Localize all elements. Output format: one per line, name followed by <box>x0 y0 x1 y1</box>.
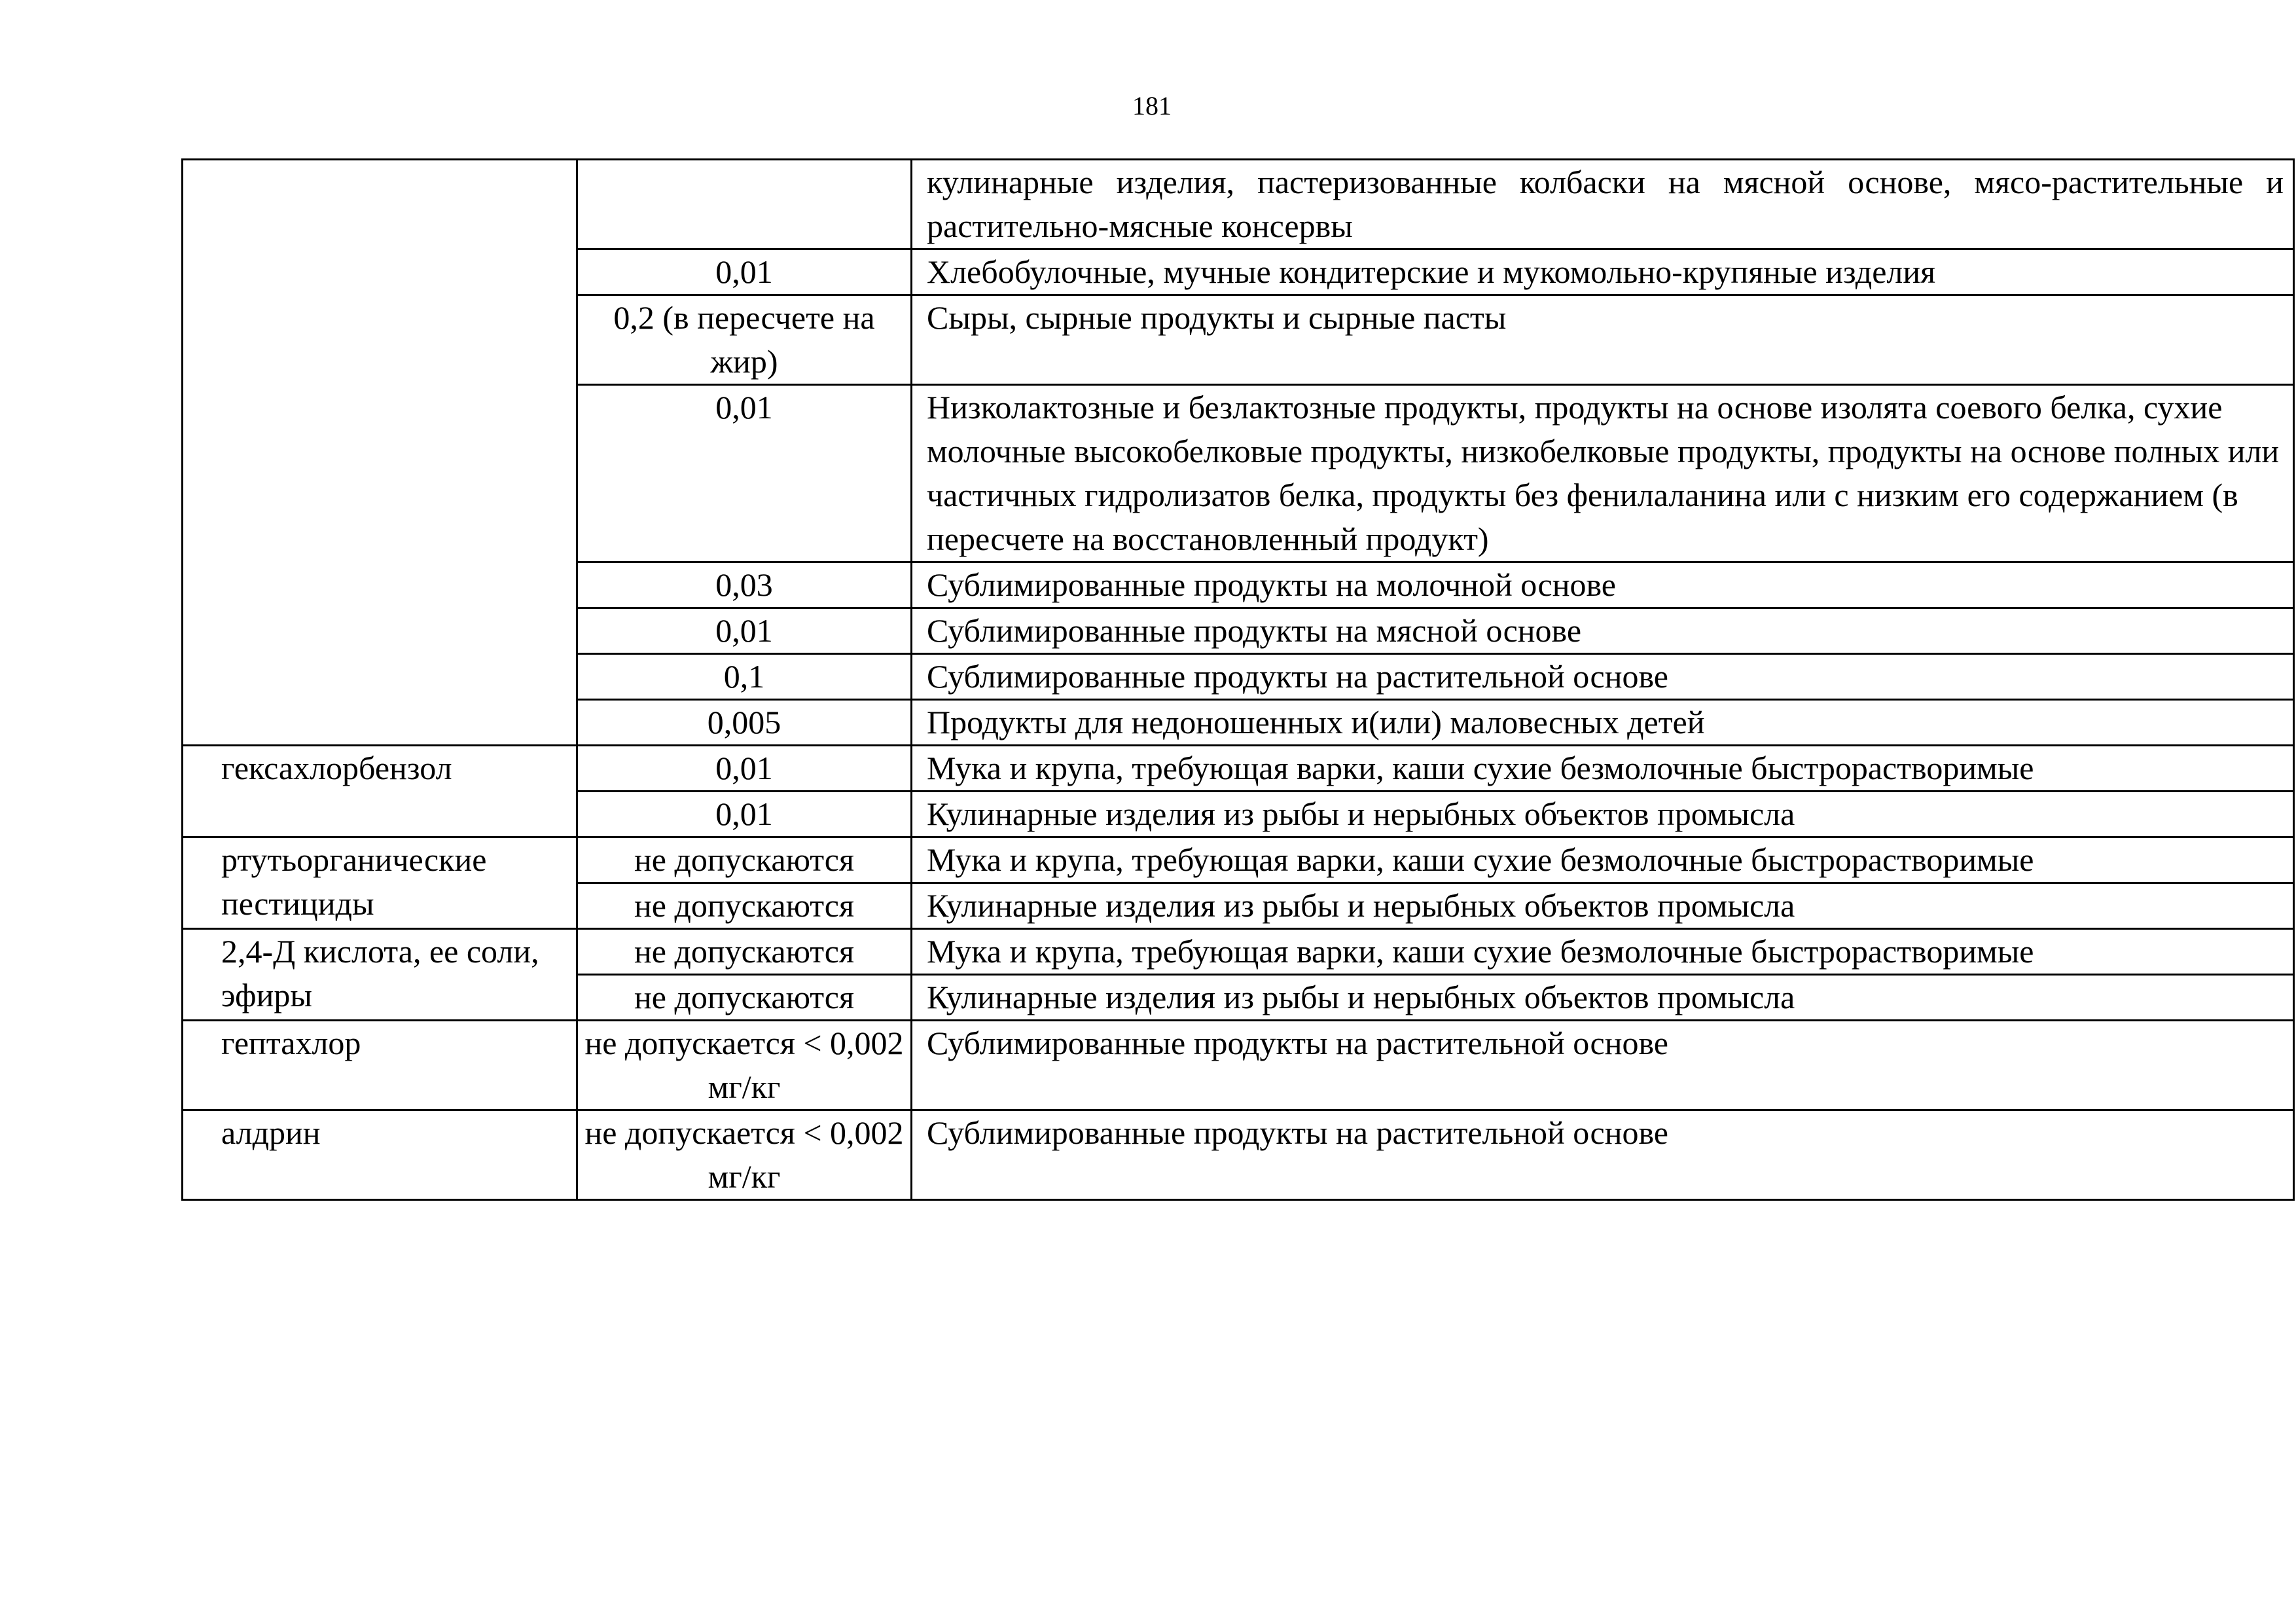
norm-cell: 0,2 (в пересчете на жир) <box>577 295 912 385</box>
table-row <box>183 837 2294 883</box>
norm-cell: не допускается < 0,002 мг/кг <box>577 1021 912 1110</box>
norm-cell: 0,01 <box>577 249 912 295</box>
product-cell: Сублимированные продукты на растительной основе <box>912 1021 2294 1110</box>
product-cell: Сублимированные продукты на растительной основе <box>912 1110 2294 1200</box>
product-cell: Мука и крупа, требующая варки, каши сухие безмолочные быстрорастворимые <box>912 929 2294 975</box>
substance-cell: алдрин <box>183 1110 577 1200</box>
contaminant-limits-table <box>181 158 2295 1201</box>
product-cell: Хлебобулочные, мучные кондитерские и мукомольно-крупяные изделия <box>912 249 2294 295</box>
norm-cell: 0,1 <box>577 654 912 700</box>
product-cell: кулинарные изделия, пастеризованные колбаски на мясной основе, мясо-растительные и растительно-мясные консервы <box>912 160 2294 249</box>
product-cell: Мука и крупа, требующая варки, каши сухие безмолочные быстрорастворимые <box>912 837 2294 883</box>
table-row <box>183 1021 2294 1110</box>
norm-cell <box>577 160 912 249</box>
norm-cell: 0,005 <box>577 700 912 746</box>
substance-cell-continued <box>183 160 577 746</box>
product-cell: Кулинарные изделия из рыбы и нерыбных объектов промысла <box>912 883 2294 929</box>
product-cell: Кулинарные изделия из рыбы и нерыбных объектов промысла <box>912 792 2294 837</box>
substance-cell: гексахлорбензол <box>183 746 577 837</box>
product-cell: Сублимированные продукты на растительной основе <box>912 654 2294 700</box>
product-cell: Низколактозные и безлактозные продукты, продукты на основе изолята соевого белка, сухие молочные высокобелковые продукты, низкобелковые продукты, продукты на основе полных или частичных гидролизатов белка, продукты без фенилаланина или с низким его содержанием (в пересчете на восстановленный продукт) <box>912 385 2294 562</box>
norm-cell: не допускаются <box>577 929 912 975</box>
norm-cell: 0,03 <box>577 562 912 608</box>
table-row <box>183 1110 2294 1200</box>
norm-cell: 0,01 <box>577 608 912 654</box>
table-row <box>183 160 2294 249</box>
substance-cell: 2,4-Д кислота, ее соли, эфиры <box>183 929 577 1021</box>
norm-cell: не допускаются <box>577 883 912 929</box>
substance-cell: гептахлор <box>183 1021 577 1110</box>
norm-cell: не допускаются <box>577 975 912 1021</box>
norm-cell: не допускается < 0,002 мг/кг <box>577 1110 912 1200</box>
table-row <box>183 746 2294 792</box>
product-cell: Сыры, сырные продукты и сырные пасты <box>912 295 2294 385</box>
product-cell: Сублимированные продукты на молочной основе <box>912 562 2294 608</box>
product-cell: Кулинарные изделия из рыбы и нерыбных объектов промысла <box>912 975 2294 1021</box>
table-row <box>183 929 2294 975</box>
norm-cell: не допускаются <box>577 837 912 883</box>
norm-cell: 0,01 <box>577 746 912 792</box>
product-cell: Продукты для недоношенных и(или) маловесных детей <box>912 700 2294 746</box>
norm-cell: 0,01 <box>577 792 912 837</box>
page-number: 181 <box>1132 91 1172 120</box>
product-cell: Сублимированные продукты на мясной основе <box>912 608 2294 654</box>
product-cell: Мука и крупа, требующая варки, каши сухие безмолочные быстрорастворимые <box>912 746 2294 792</box>
norm-cell: 0,01 <box>577 385 912 562</box>
substance-cell: ртутьорганические пестициды <box>183 837 577 929</box>
